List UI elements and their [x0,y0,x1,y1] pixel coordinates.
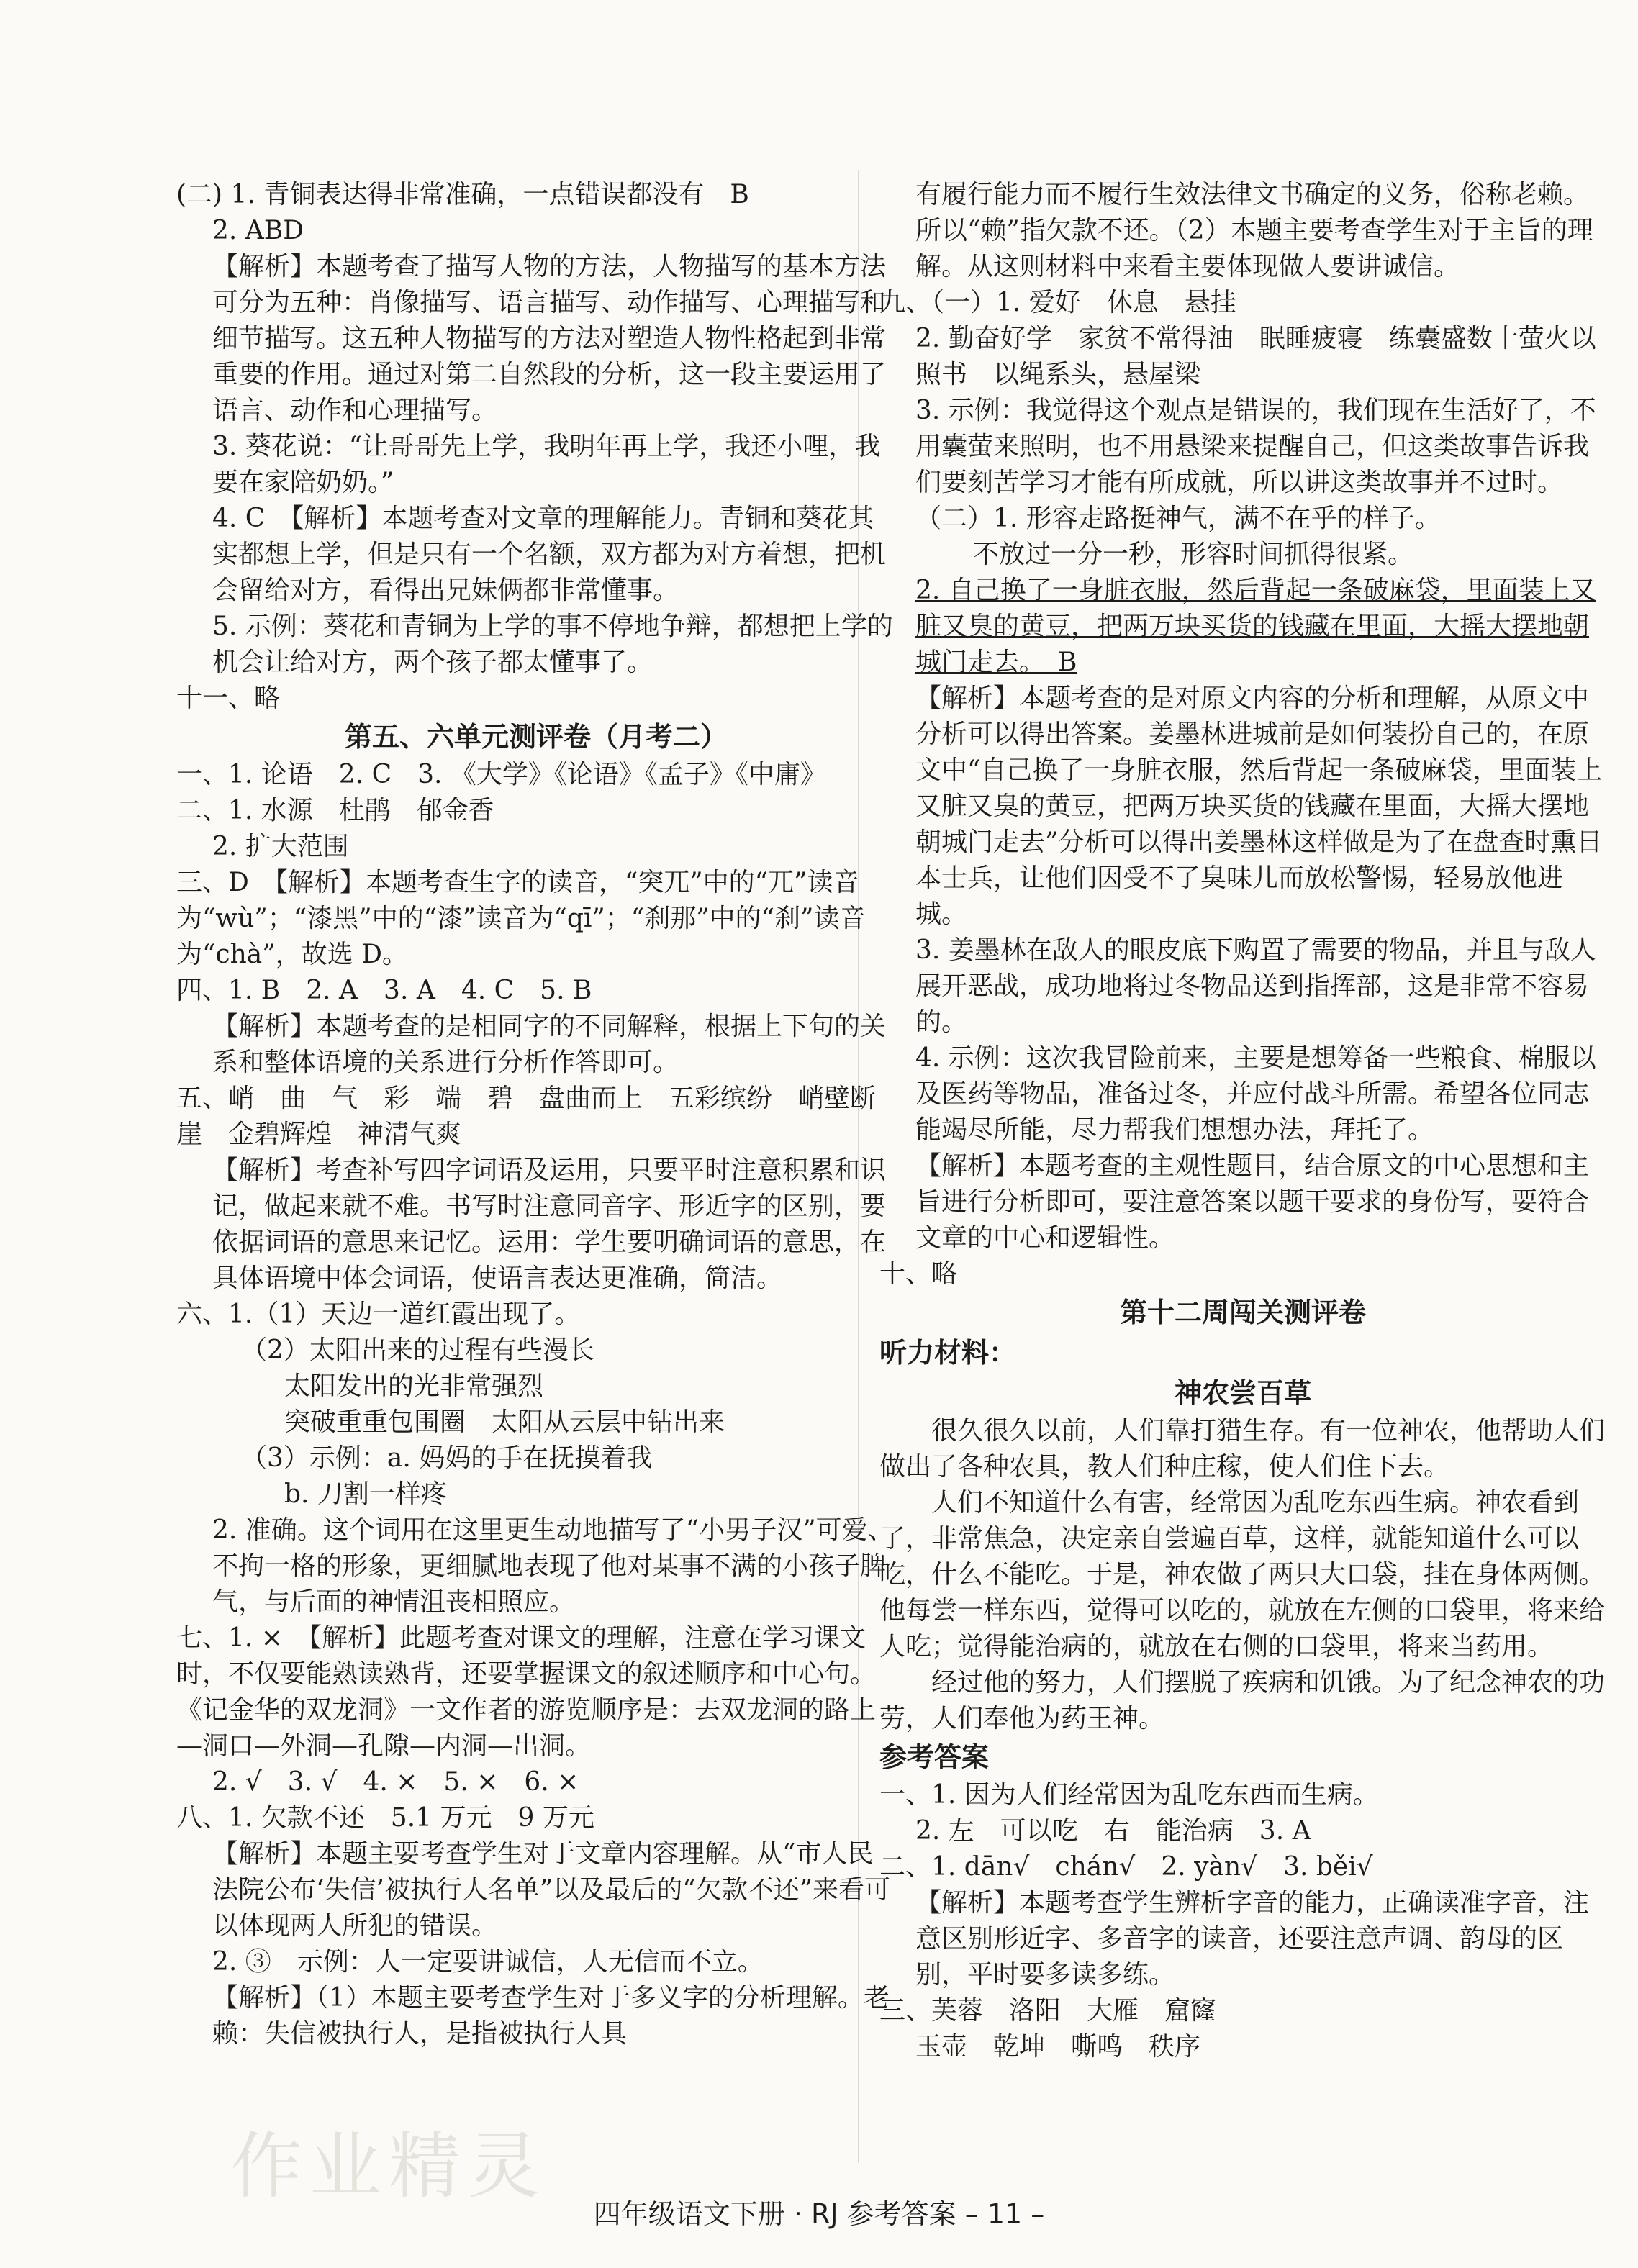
right-line: 有履行能力而不履行生效法律文书确定的义务，俗称老赖。所以“赖”指欠款不还。（2）本题主要考查学生对于主旨的理解。从这则材料中来看主要体现做人要讲诚信。 [915,180,1593,281]
left-line: 一、1. 论语 2. C 3. 《大学》《论语》《孟子》《中庸》 [176,760,826,789]
right-line: 第十二周闯关测评卷 [1119,1297,1366,1328]
right-line: 三、芙蓉 洛阳 大雁 窟窿 [879,1996,1217,2026]
left-line: 4. C 【解析】本题考查对文章的理解能力。青铜和葵花其实都想上学，但是只有一个名额，双方都为对方着想，把机会留给对方，看得出兄妹俩都非常懂事。 [212,504,887,605]
right-line: 九、（一）1. 爱好 休息 悬挂 [879,288,1236,317]
left-line: 五、峭 曲 气 彩 端 碧 盘曲而上 五彩缤纷 峭壁断崖 金碧辉煌 神清气爽 [176,1084,877,1149]
left-line: 六、1.（1）天边一道红霞出现了。 [176,1299,581,1329]
left-line: 【解析】本题主要考查学生对于文章内容理解。从“市人民法院公布‘失信’被执行人名单”以及最后的“欠款不还”来看可以体现两人所犯的错误。 [212,1839,891,1941]
left-line: b. 刀割一样疼 [284,1479,447,1509]
left-line: 2. ABD [212,216,304,245]
left-line: 二、1. 水源 杜鹃 郁金香 [176,796,494,825]
left-line: 2. 准确。这个词用在这里更生动地描写了“小男子汉”可爱、不拘一格的形象，更细腻地表现了他对某事不满的小孩子脾气，与后面的神情沮丧相照应。 [212,1515,894,1617]
right-line: 人们不知道什么有害，经常因为乱吃东西生病。神农看到了，非常焦急，决定亲自尝遍百草，这样，就能知道什么可以吃，什么不能吃。于是，神农做了两只大口袋，挂在身体两侧。他每尝一样东西，觉得可以吃的，就放在左侧的口袋里，将来给人吃；觉得能治病的，就放在右侧的口袋里，将来当药用。 [879,1488,1606,1661]
left-line: 【解析】本题考查了描写人物的方法，人物描写的基本方法可分为五种：肖像描写、语言描写、动作描写、心理描写和细节描写。这五种人物描写的方法对塑造人物性格起到非常重要的作用。通过对第二自然段的分析，这一段主要运用了语言、动作和心理描写。 [212,252,887,425]
left-line: 十一、略 [176,684,281,713]
left-line: （2）太阳出来的过程有些漫长 [241,1335,594,1365]
left-line: 【解析】考查补写四字词语及运用，只要平时注意积累和识记，做起来就不难。书写时注意同音字、形近字的区别，要依据词语的意思来记忆。运用：学生要明确词语的意思，在具体语境中体会词语，使语言表达更准确，简洁。 [212,1156,887,1293]
left-line: 八、1. 欠款不还 5.1 万元 9 万元 [176,1803,594,1833]
right-line: 【解析】本题考查的主观性题目，结合原文的中心思想和主旨进行分析即可，要注意答案以题干要求的身份写，要符合文章的中心和逻辑性。 [915,1151,1590,1253]
right-column [879,177,1606,2065]
right-line: 听力材料： [879,1337,1017,1369]
left-line: 2. 扩大范围 [212,832,349,861]
left-line: 第五、六单元测评卷（月考二） [344,721,728,753]
right-line: 参考答案 [879,1741,990,1773]
left-line: 太阳发出的光非常强烈 [284,1371,544,1401]
right-line: 很久很久以前，人们靠打猎生存。有一位神农，他帮助人们做出了各种农具，教人们种庄稼，使人们住下去。 [879,1416,1606,1482]
right-line: 3. 示例：我觉得这个观点是错误的，我们现在生活好了，不用囊萤来照明，也不用悬梁来提醒自己，但这类故事告诉我们要刻苦学习才能有所成就，所以讲这类故事并不过时。 [915,396,1596,497]
left-line: 四、1. B 2. A 3. A 4. C 5. B [176,976,592,1005]
left-line: 突破重重包围圈 太阳从云层中钻出来 [284,1407,725,1437]
left-line: (二) 1. 青铜表达得非常准确，一点错误都没有 B [176,180,749,209]
right-line: 【解析】本题考查的是对原文内容的分析和理解，从原文中分析可以得出答案。姜墨林进城前是如何装扮自己的，在原文中“自己换了一身脏衣服，然后背起一条破麻袋，里面装上又脏又臭的黄豆，把两万块买货的钱藏在里面，大摇大摆地朝城门走去”分析可以得出姜墨林这样做是为了在盘查时熏日本士兵，让他们因受不了臭味儿而放松警惕，轻易放他进城。 [915,684,1603,929]
right-line: （二）1. 形容走路挺神气，满不在乎的样子。 [915,504,1441,533]
right-line: 2. 勤奋好学 家贫不常得油 眠睡疲寝 练囊盛数十萤火以照书 以绳系头，悬屋梁 [915,324,1596,389]
left-line: 2. √ 3. √ 4. × 5. × 6. × [212,1767,579,1797]
right-line: 神农尝百草 [1174,1377,1311,1409]
watermark-text: 作业精灵 [230,2124,547,2208]
left-line: 三、D 【解析】本题考查生字的读音，“突兀”中的“兀”读音为“wù”；“漆黑”中的“漆”读音为“qī”；“刹那”中的“刹”读音为“chà”，故选 D。 [176,868,866,969]
left-column [176,177,896,2052]
right-line: 2. 左 可以吃 右 能治病 3. A [915,1816,1311,1846]
right-line: 玉壶 乾坤 嘶鸣 秩序 [915,2032,1201,2061]
right-line: 【解析】本题考查学生辨析字音的能力，正确读准字音，注意区别形近字、多音字的读音，还要注意声调、韵母的区别，平时要多读多练。 [915,1888,1590,1990]
left-line: 5. 示例：葵花和青铜为上学的事不停地争辩，都想把上学的机会让给对方，两个孩子都太懂事了。 [212,612,893,677]
right-line: 不放过一分一秒，形容时间抓得很紧。 [973,540,1414,569]
left-line: 2. ③ 示例：人一定要讲诚信，人无信而不立。 [212,1947,764,1977]
left-line: 3. 葵花说：“让哥哥先上学，我明年再上学，我还小哩，我要在家陪奶奶。” [212,432,881,497]
left-line: 【解析】本题考查的是相同字的不同解释，根据上下句的关系和整体语境的关系进行分析作答即可。 [212,1012,887,1077]
right-line: 4. 示例：这次我冒险前来，主要是想筹备一些粮食、棉服以及医药等物品，准备过冬，并应付战斗所需。希望各位同志能竭尽所能，尽力帮我们想想办法，拜托了。 [915,1043,1596,1145]
left-line: （3）示例：a. 妈妈的手在抚摸着我 [241,1443,653,1473]
right-line: 一、1. 因为人们经常因为乱吃东西而生病。 [879,1780,1379,1810]
right-line: 十、略 [879,1259,958,1289]
left-line: 七、1. × 【解析】此题考查对课文的理解，注意在学习课文时，不仅要能熟读熟背，还要掌握课文的叙述顺序和中心句。《记金华的双龙洞》一文作者的游览顺序是：去双龙洞的路上—洞口—外洞—孔隙—内洞—出洞。 [176,1623,877,1761]
right-line: 二、1. dān√ chán√ 2. yàn√ 3. běi√ [879,1852,1373,1882]
right-line: 经过他的努力，人们摆脱了疾病和饥饿。为了纪念神农的功劳，人们奉他为药王神。 [879,1668,1606,1733]
page-footer: 四年级语文下册 · RJ 参考答案 – 11 – [593,2198,1045,2230]
right-line: 3. 姜墨林在敌人的眼皮底下购置了需要的物品，并且与敌人展开恶战，成功地将过冬物品送到指挥部，这是非常不容易的。 [915,935,1596,1037]
right-line: 2. 自己换了一身脏衣服，然后背起一条破麻袋，里面装上又脏又臭的黄豆，把两万块买货的钱藏在里面，大摇大摆地朝城门走去。 B [915,576,1596,677]
left-line: 【解析】（1）本题主要考查学生对于多义字的分析理解。老赖：失信被执行人，是指被执行人具 [212,1983,890,2049]
